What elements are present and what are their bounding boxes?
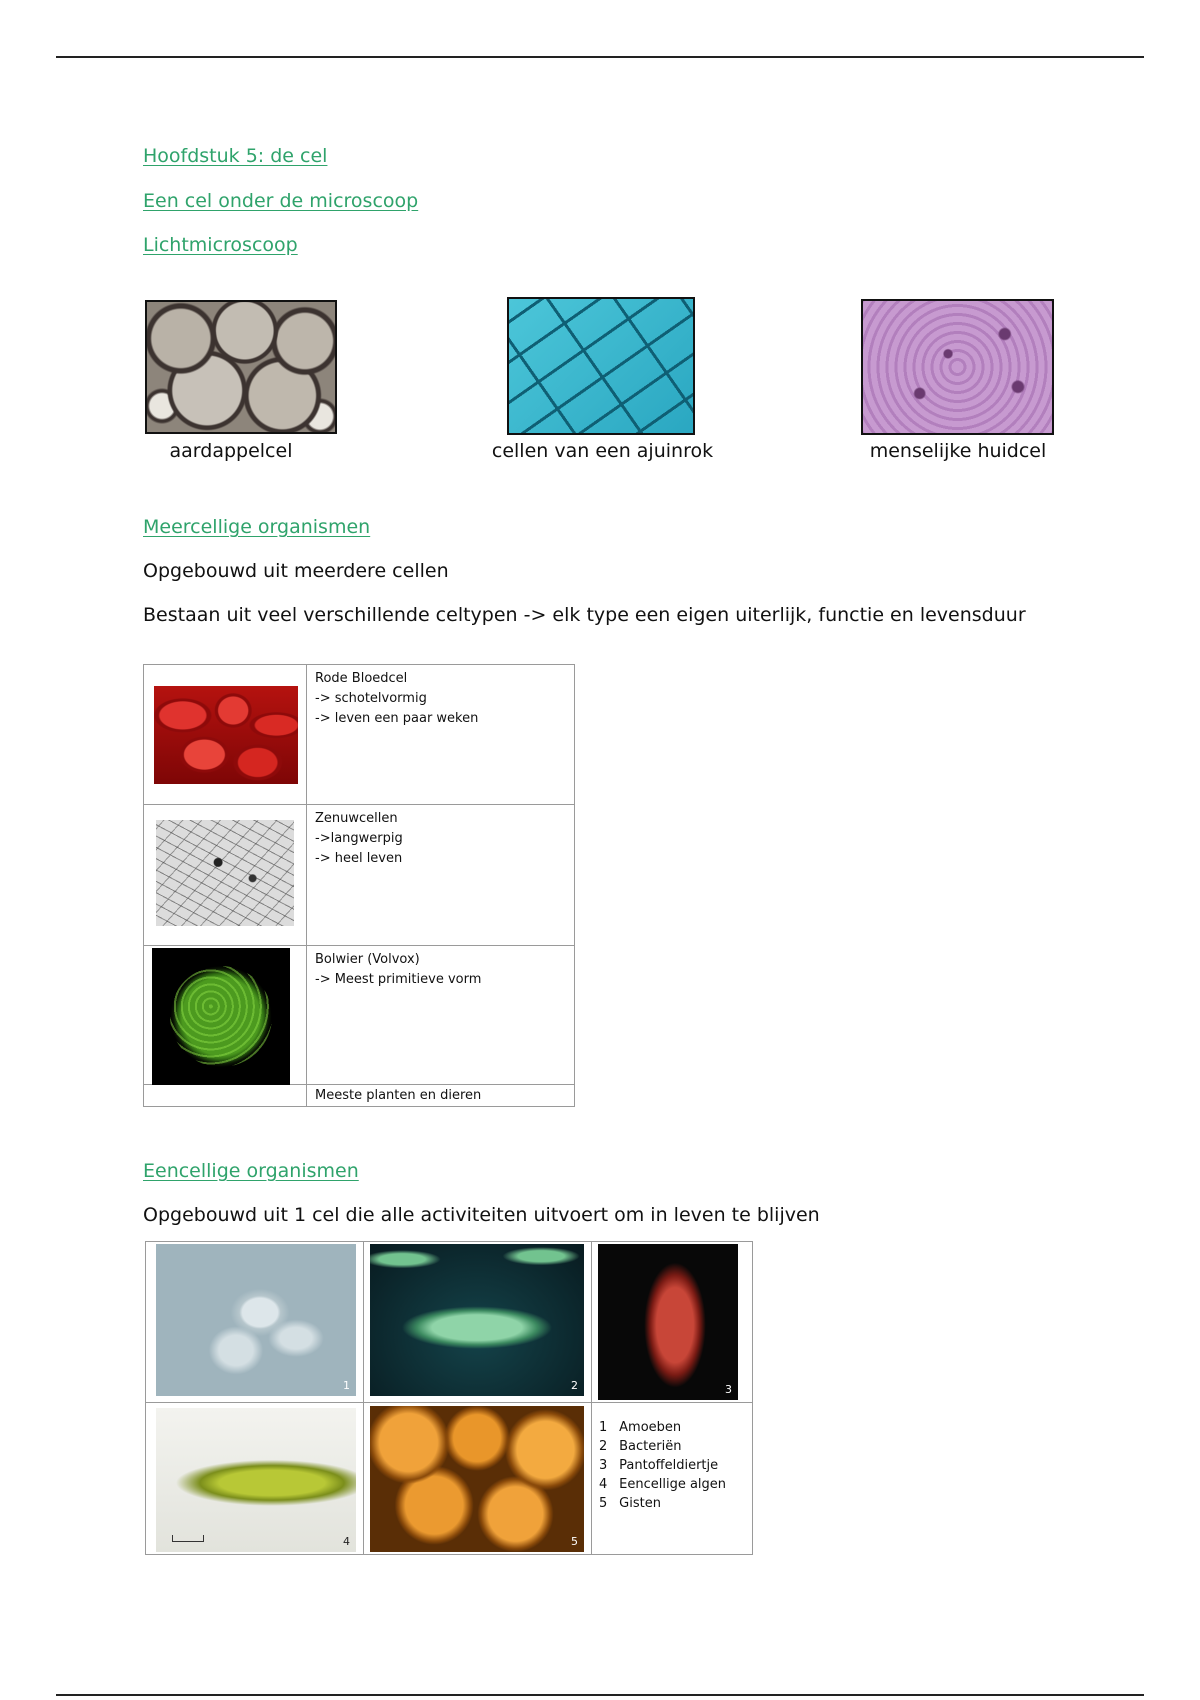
row-text-line: -> heel leven <box>315 851 403 866</box>
bottom-rule <box>56 1694 1144 1696</box>
table-footer-text: Meeste planten en dieren <box>307 1085 575 1107</box>
scale-bar <box>172 1535 204 1542</box>
multicellular-line-2: Bestaan uit veel verschillende celtypen -> elk type een eigen uiterlijk, functie en levensduur <box>143 604 1026 626</box>
unicellular-image-grid <box>145 1241 753 1555</box>
unicellular-heading: Eencellige organismen <box>143 1160 359 1182</box>
row-text-line: -> Meest primitieve vorm <box>315 972 482 987</box>
image-number: 4 <box>343 1535 350 1548</box>
amoeba-image <box>156 1244 356 1396</box>
potato-cells-image <box>145 300 337 434</box>
paramecium-image <box>598 1244 738 1400</box>
table-row <box>144 1085 575 1107</box>
image-number: 3 <box>725 1383 732 1396</box>
grid-divider <box>591 1242 592 1554</box>
image-number: 5 <box>571 1535 578 1548</box>
red-blood-cell-image <box>154 686 298 784</box>
table-row <box>144 946 575 1085</box>
legend-item: 5 Gisten <box>599 1496 661 1511</box>
row-text-line: Rode Bloedcel <box>315 671 408 686</box>
nerve-cell-image <box>156 820 294 926</box>
multicellular-heading: Meercellige organismen <box>143 516 371 538</box>
bacteria-image <box>370 1244 584 1396</box>
micrograph-caption-onion: cellen van een ajuinrok <box>491 440 714 462</box>
image-number: 1 <box>343 1379 350 1392</box>
grid-divider <box>363 1242 364 1554</box>
row-text-line: Zenuwcellen <box>315 811 398 826</box>
row-text-line: Bolwier (Volvox) <box>315 952 420 967</box>
microscope-section-heading: Een cel onder de microscoop <box>143 190 419 212</box>
table-row <box>144 665 575 805</box>
table-row <box>144 805 575 946</box>
onion-cells-image <box>507 297 695 435</box>
unicellular-line-1: Opgebouwd uit 1 cel die alle activiteiten uitvoert om in leven te blijven <box>143 1204 820 1226</box>
light-microscope-heading: Lichtmicroscoop <box>143 234 298 256</box>
micrograph-caption-skin: menselijke huidcel <box>869 440 1047 462</box>
yeast-image <box>370 1406 584 1552</box>
unicellular-legend <box>599 1418 726 1513</box>
unicellular-algae-image <box>156 1408 356 1552</box>
row-text-line: -> leven een paar weken <box>315 711 479 726</box>
legend-item: 2 Bacteriën <box>599 1439 682 1454</box>
legend-item: 4 Eencellige algen <box>599 1477 727 1492</box>
row-text-line: -> schotelvormig <box>315 691 427 706</box>
image-number: 2 <box>571 1379 578 1392</box>
micrograph-caption-potato: aardappelcel <box>169 440 293 462</box>
legend-item: 3 Pantoffeldiertje <box>599 1458 719 1473</box>
multicellular-table <box>143 664 575 1107</box>
chapter-heading: Hoofdstuk 5: de cel <box>143 145 328 167</box>
grid-divider <box>146 1402 752 1403</box>
skin-cells-image <box>861 299 1054 435</box>
legend-item: 1 Amoeben <box>599 1420 682 1435</box>
row-text-line: ->langwerpig <box>315 831 403 846</box>
volvox-image <box>152 948 290 1085</box>
multicellular-line-1: Opgebouwd uit meerdere cellen <box>143 560 449 582</box>
top-rule <box>56 56 1144 58</box>
